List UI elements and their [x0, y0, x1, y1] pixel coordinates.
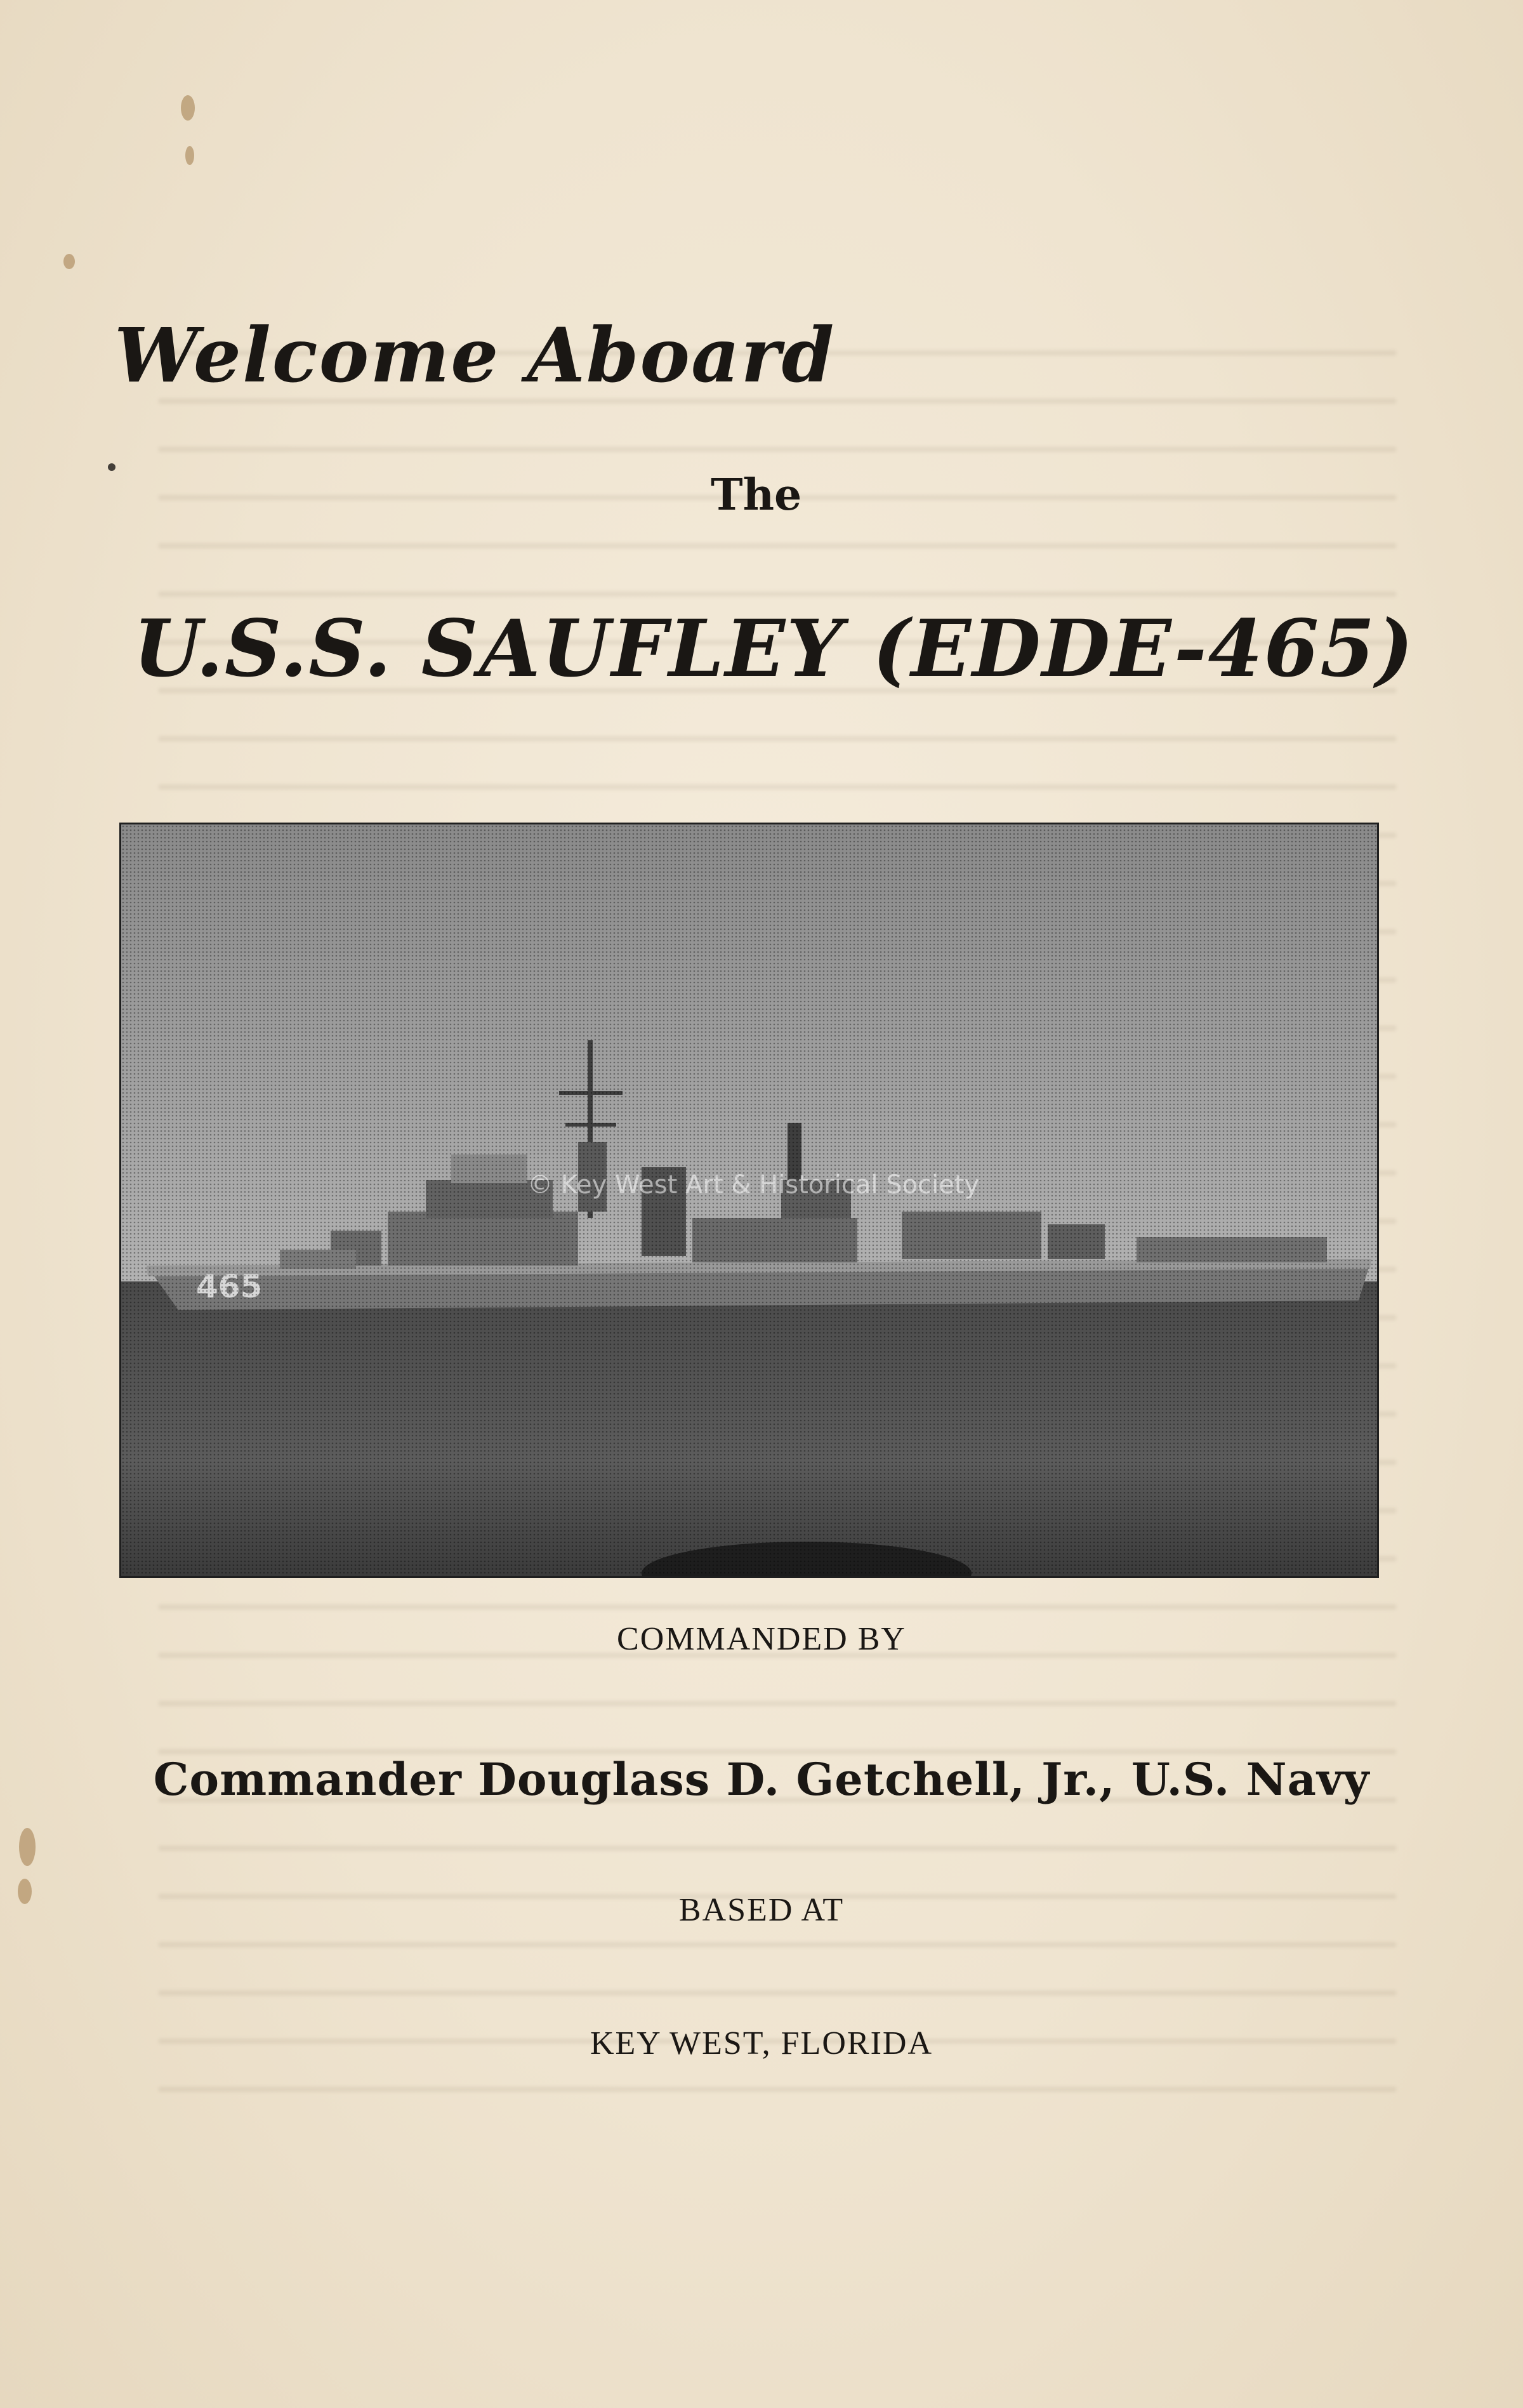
the-heading: The — [711, 470, 802, 520]
watermark-text: © Key West Art & Historical Society — [527, 1170, 980, 1200]
ship-photo — [119, 823, 1379, 1578]
welcome-heading: Welcome Aboard — [114, 311, 836, 399]
paper-speck — [185, 146, 194, 165]
commander-name: Commander Douglass D. Getchell, Jr., U.S. Navy — [153, 1753, 1370, 1806]
ship-photo-image — [121, 824, 1379, 1578]
paper-speck — [108, 463, 115, 471]
paper-speck — [63, 254, 75, 269]
based-at-label: BASED AT — [678, 1892, 845, 1928]
paper-speck — [19, 1828, 36, 1866]
paper-speck — [181, 95, 195, 121]
ship-name-heading: U.S.S. SAUFLEY (EDDE-465) — [133, 603, 1415, 695]
home-port: KEY WEST, FLORIDA — [590, 2025, 933, 2061]
commanded-by-label: COMMANDED BY — [617, 1621, 906, 1657]
